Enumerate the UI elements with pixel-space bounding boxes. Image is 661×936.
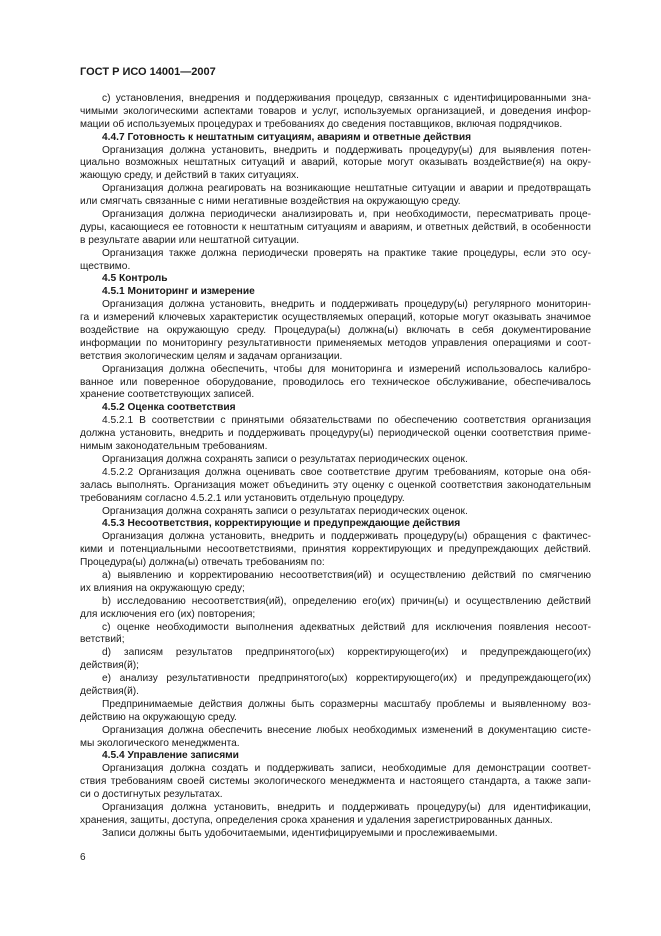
text-line: b) исследованию несоответствия(ий), определению его(их) причин(ы) и осуществлению действий — [102, 595, 591, 607]
paragraph — [80, 248, 591, 274]
text-line: Организация должна обеспечить внесение любых необходимых изменений в документацию систе- — [102, 724, 591, 736]
text-line: Записи должны быть удобочитаемыми, идентифицируемыми и прослеживаемыми. — [102, 827, 498, 839]
paragraph — [80, 299, 591, 363]
paragraph — [80, 364, 591, 403]
text-line: хранения, защиты, доступа, определения срока хранения и удаления зарегистрированных данных. — [80, 814, 553, 826]
section-heading — [80, 132, 591, 145]
paragraph — [80, 802, 591, 828]
text-line: хранение соответствующих записей. — [80, 389, 255, 401]
text-line: c) установления, внедрения и поддерживания процедур, связанных с идентифицированными зна- — [102, 93, 591, 104]
text-line: Организация должна реагировать на возникающие нештатные ситуации и аварии и предотвращать — [102, 183, 591, 195]
paragraph — [80, 699, 591, 725]
text-line: d) записям результатов предпринятого(ых) корректирующего(их) и предупреждающего(их) — [102, 647, 591, 659]
paragraph — [80, 763, 591, 802]
text-line: циально возможных нештатных ситуаций и аварий, которые могут оказывать воздействие(я) на окру- — [80, 157, 591, 169]
text-line: 4.5.2.2 Организация должна оценивать свое соответствие другим требованиям, которые она обя- — [102, 466, 591, 478]
text-line: Организация должна периодически анализировать и, при необходимости, пересматривать проце- — [102, 209, 591, 221]
text-line: си о достигнутых результатах. — [80, 789, 223, 801]
paragraph — [80, 415, 591, 454]
text-line: жающую среду, и действий в таких ситуациях. — [80, 170, 299, 182]
text-line: Процедура(ы) должна(ы) отвечать требованиям по: — [80, 557, 325, 569]
paragraph — [80, 596, 591, 622]
text-line: 4.4.7 Готовность к нештатным ситуациям, авариям и ответные действия — [102, 131, 472, 143]
paragraph — [80, 467, 591, 506]
text-line: для исключения его (их) повторения; — [80, 608, 256, 620]
text-line: действию на окружающую среду. — [80, 711, 237, 723]
paragraph — [80, 828, 591, 841]
text-line: Организация должна установить, внедрить и поддерживать процедуру(ы) обращения с фактичес- — [102, 531, 591, 543]
text-line: e) анализу результативности предпринятого(ых) корректирующего(их) и предупреждающего(их) — [102, 673, 591, 685]
text-line: или смягчать связанные с ними негативные воздействия на окружающую среду. — [80, 196, 461, 208]
text-line: чимыми экологическими аспектами товаров и услуг, используемых организацией, и доведения инфор- — [80, 105, 591, 117]
text-line: 4.5.4 Управление записями — [102, 750, 239, 762]
text-line: дуры, касающиеся ее готовности к нештатным ситуациям и авариям, и ответных действий, в особенности — [80, 221, 591, 233]
text-line: мации об используемых процедурах и требованиях до сведения поставщиков, включая подрядчиков. — [80, 118, 563, 130]
text-line: Организация должна установить, внедрить и поддерживать процедуру(ы) для выявления потен- — [102, 144, 591, 156]
paragraph — [80, 531, 591, 570]
text-line: Организация должна установить, внедрить и поддерживать процедуру(ы) регулярного мониторин- — [102, 299, 591, 311]
text-line: Организация должна сохранять записи о результатах периодических оценок. — [102, 453, 468, 465]
text-line: a) выявлению и корректированию несоответствия(ий) и осуществлению действий по смягчению — [102, 569, 591, 581]
paragraph — [80, 454, 591, 467]
paragraph — [80, 145, 591, 184]
text-line: ветствия экологическим целям и задачам организации. — [80, 350, 343, 362]
text-line: должна установить, внедрить и поддерживать процедуру(ы) периодической оценки соответствия приме- — [80, 428, 591, 440]
text-line: 4.5 Контроль — [102, 273, 168, 285]
document-body — [80, 93, 591, 841]
section-heading — [80, 750, 591, 763]
paragraph — [80, 647, 591, 673]
section-heading — [80, 273, 591, 286]
paragraph — [80, 183, 591, 209]
text-line: кими и потенциальными несоответствиями, принятия корректирующих и предупреждающих действий. — [80, 544, 591, 556]
text-line: их влияния на окружающую среду; — [80, 582, 245, 594]
paragraph — [80, 506, 591, 519]
text-line: га и измерений ключевых характеристик осуществляемых операций, которые могут оказывать значимое — [80, 312, 591, 324]
text-line: c) оценке необходимости выполнения адекватных действий для исключения появления несоот- — [102, 621, 591, 633]
document-header: ГОСТ Р ИСО 14001—2007 — [80, 66, 216, 78]
text-line: Организация также должна периодически проверять на практике такие процедуры, если это осу- — [102, 247, 591, 259]
text-line: воздействие на окружающую среду. Процедура(ы) должна(ы) включать в себя документирование — [80, 325, 591, 337]
paragraph — [80, 622, 591, 648]
text-line: залась выполнять. Организация может объединить эту оценку с оценкой соответствия законодательным — [80, 479, 591, 491]
text-line: Организация должна создать и поддерживать записи, необходимые для демонстрации соответ- — [102, 763, 591, 775]
text-line: действия(й); — [80, 660, 139, 672]
text-line: ветствий; — [80, 634, 125, 646]
text-line: ствия требованиям своей системы экологического менеджмента и настоящего стандарта, а также запи- — [80, 776, 591, 788]
section-heading — [80, 402, 591, 415]
text-line: Предпринимаемые действия должны быть соразмерны масштабу проблемы и выявленному воз- — [102, 698, 591, 710]
paragraph — [80, 673, 591, 699]
text-line: требованиям согласно 4.5.2.1 или установить отдельную процедуру. — [80, 492, 405, 504]
text-line: ванное или поверенное оборудование, проводилось его техническое обслуживание, обеспечивалось — [80, 376, 591, 388]
text-line: Организация должна сохранять записи о результатах периодических оценок. — [102, 505, 468, 517]
text-line: 4.5.2 Оценка соответствия — [102, 402, 236, 414]
paragraph — [80, 570, 591, 596]
paragraph — [80, 209, 591, 248]
text-line: 4.5.2.1 В соответствии с принятыми обязательствами по обеспечению соответствия организация — [102, 415, 591, 427]
text-line: ществимо. — [80, 260, 131, 272]
text-line: 4.5.3 Несоответствия, корректирующие и предупреждающие действия — [102, 518, 461, 530]
page-number: 6 — [80, 852, 86, 863]
text-line: нимым законодательным требованиям. — [80, 441, 268, 453]
paragraph — [80, 725, 591, 751]
text-line: 4.5.1 Мониторинг и измерение — [102, 286, 255, 298]
text-line: Организация должна установить, внедрить и поддерживать процедуру(ы) для идентификации, — [102, 801, 591, 813]
section-heading — [80, 518, 591, 531]
text-line: в результате аварии или нештатной ситуации. — [80, 234, 300, 246]
section-heading — [80, 286, 591, 299]
text-line: информации по мониторингу результативности применяемых методов управления операциями и соот- — [80, 337, 591, 349]
text-line: мы экологического менеджмента. — [80, 737, 240, 749]
text-line: действия(й). — [80, 685, 139, 697]
paragraph — [80, 93, 591, 132]
text-line: Организация должна обеспечить, чтобы для мониторинга и измерений использовалось калибро- — [102, 363, 591, 375]
